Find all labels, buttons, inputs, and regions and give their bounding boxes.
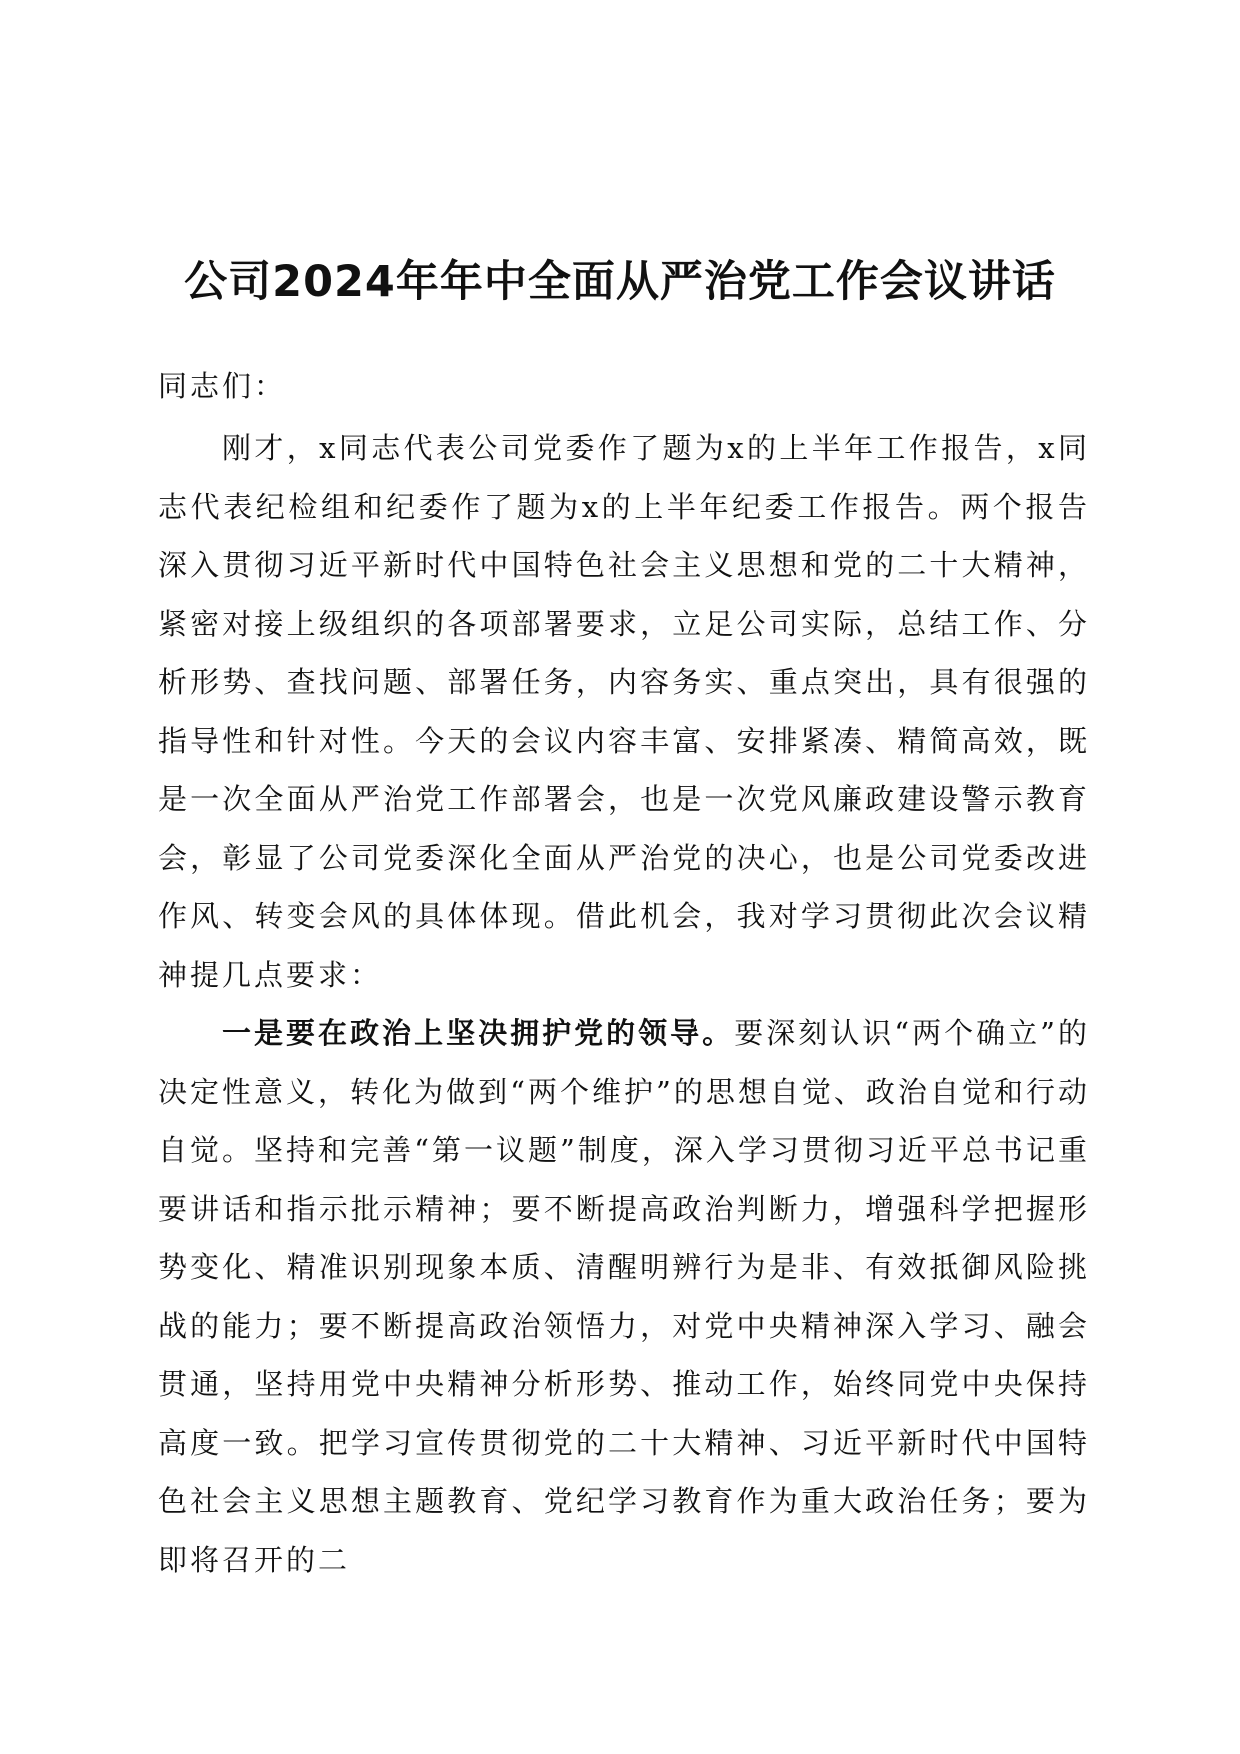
salutation: 同志们：	[158, 369, 287, 403]
paragraph-2-lead: 一是要在政治上坚决拥护党的领导。	[222, 1016, 735, 1050]
paragraph-1-text: 刚才，x同志代表公司党委作了题为x的上半年工作报告，x同志代表纪检组和纪委作了题为x的上半年纪委工作报告。两个报告深入贯彻习近平新时代中国特色社会主义思想和党的二十大精神，紧密对接上级组织的各项部署要求，立足公司实际，总结工作、分析形势、查找问题、部署任务，内容务实、重点突出，具有很强的指导性和针对性。今天的会议内容丰富、安排紧凑、精简高效，既是一次全面从严治党工作部署会，也是一次党风廉政建设警示教育会，彰显了公司党委深化全面从严治党的决心，也是公司党委改进作风、转变会风的具体体现。借此机会，我对学习贯彻此次会议精神提几点要求：	[158, 431, 1090, 992]
paragraph-2	[158, 1004, 1090, 1589]
document-title: 公司2024年年中全面从严治党工作会议讲话	[184, 257, 1056, 307]
paragraph-1	[158, 419, 1090, 1004]
paragraph-2-text: 要深刻认识“两个确立”的决定性意义，转化为做到“两个维护”的思想自觉、政治自觉和行动自觉。坚持和完善“第一议题”制度，深入学习贯彻习近平总书记重要讲话和指示批示精神；要不断提高政治判断力，增强科学把握形势变化、精准识别现象本质、清醒明辨行为是非、有效抵御风险挑战的能力；要不断提高政治领悟力，对党中央精神深入学习、融会贯通，坚持用党中央精神分析形势、推动工作，始终同党中央保持高度一致。把学习宣传贯彻党的二十大精神、习近平新时代中国特色社会主义思想主题教育、党纪学习教育作为重大政治任务；要为即将召开的二	[158, 1016, 1090, 1577]
